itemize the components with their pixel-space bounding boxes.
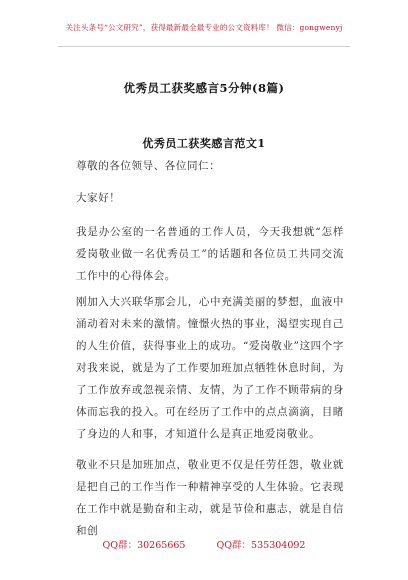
footer xyxy=(0,537,408,551)
header-divider xyxy=(58,46,350,47)
footer-qq-group-2: QQ群：535304092 xyxy=(216,540,306,551)
header-banner: 关注头条号“公文研究”，获得最新最全最专业的公文资料库！ 微信：gongwenyj xyxy=(65,23,343,32)
greeting-paragraph: 大家好！ xyxy=(76,192,121,204)
footer-qq-group-1: QQ群：30265665 xyxy=(102,540,186,551)
body-paragraph: 我是办公室的一名普通的工作人员，今天我想就“怎样爱岗敬业做一名优秀员工”的话题和各位员工共同交流工作中的心得体会。 xyxy=(76,226,344,282)
body-paragraph: 刚加入大兴联华那会儿，心中充满美丽的梦想，血液中涌动着对未来的激情。憧憬火热的事业，渴望实现自己的人生价值，获得事业上的成功。“爱岗敬业”这四个字对我来说，就是为了工作要加班加点牺牲休息时间，为了工作放弃或忽视亲情、友情，为了工作不顾带病的身体而忘我的投入。可在经历了工作中的点点滴滴，目睹了身边的人和事，才知道什么是真正地爱岗敬业。 xyxy=(76,296,344,440)
section-title: 优秀员工获奖感言范文1 xyxy=(142,137,266,150)
body-paragraph: 敬业不只是加班加点，敬业更不仅是任劳任怨，敬业就是把自己的工作当作一种精神享受的人生体验。它表现在工作中就是勤奋和主动，就是节俭和惠志，就是自信和创 xyxy=(76,459,344,537)
salutation-paragraph: 尊敬的各位领导、各位同仁： xyxy=(76,160,221,172)
document-title: 优秀员工获奖感言5分钟(8篇) xyxy=(123,81,285,95)
